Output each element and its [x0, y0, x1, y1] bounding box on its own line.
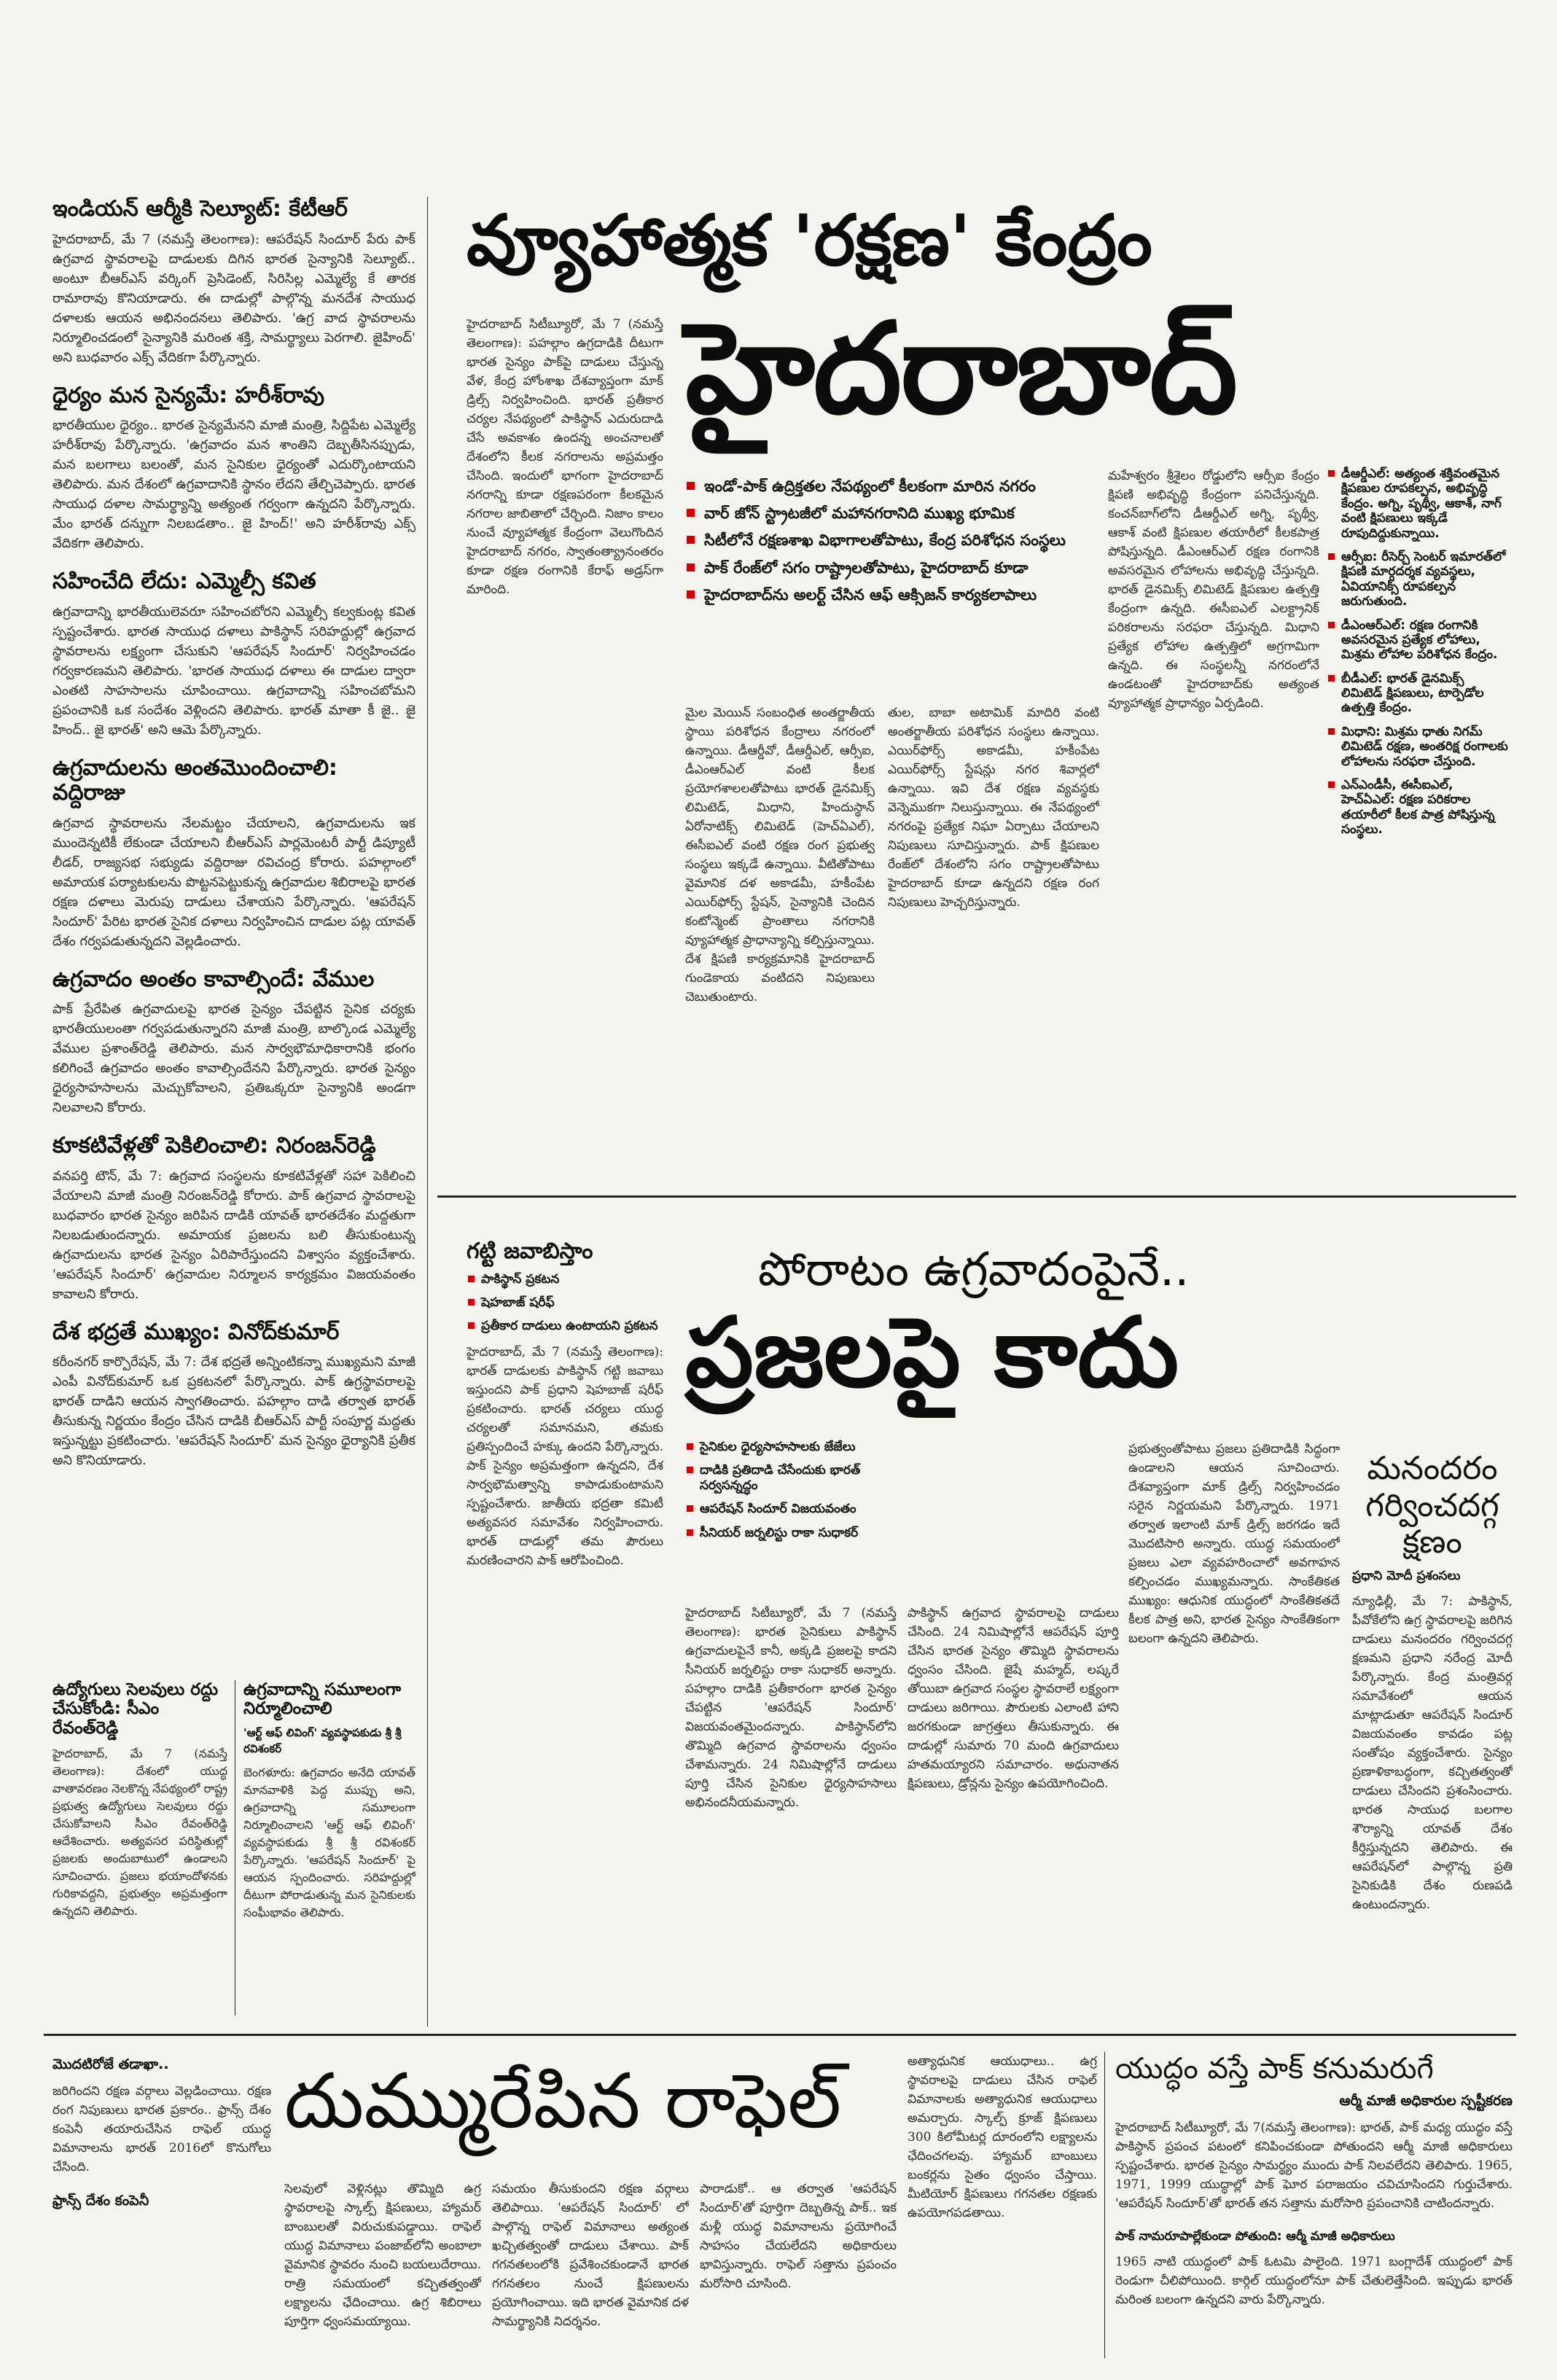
column-divider: [1104, 2052, 1105, 2358]
pak-response-point: షెహబాజ్ షరీఫ్: [467, 1295, 663, 1310]
reaction-item: [52, 383, 415, 554]
reactions-column: [52, 197, 415, 1618]
story1-side-list: [1327, 467, 1509, 1185]
rafale-title: దుమ్మురేపిన రాఫెల్: [284, 2056, 842, 2145]
story1-col3: [888, 703, 1099, 1185]
reaction-item: [52, 569, 415, 740]
story1-title: హైదరాబాద్: [685, 295, 1237, 442]
story1-bullet: పాక్ రేంజ్‌లో సగం రాష్ట్రాలతోపాటు, హైదరాబాద్ కూడా: [685, 559, 1327, 577]
cm-leave-item: [52, 1680, 227, 2023]
reaction-body: ఉగ్రవాద స్థావరాలను నేలమట్టం చేయాలని, ఉగ్రవాదులను ఇక ముందెన్నటికీ లేకుండా చేయాలని బీఆర్ఎస్ పార్లమెంటరీ పార్టీ డిప్యూటీ లీడర్, రాజ్యసభ సభ్యుడు వద్దిరాజు రవిచంద్ర కోరారు. పహల్గాంలో అమాయక పర్యాటకులను పొట్టనపెట్టుకున్న ఉగ్రవాదుల శిబిరాలపై భారత రక్షణ దళాలు మెరుపు దాడులు చేశాయని పేర్కొన్నారు. 'ఆపరేషన్ సిందూర్' పేరిట భారత సైనిక దళాలు నిర్వహించిన దాడుల పట్ల యావత్ దేశం గర్వపడుతున్నదని వెల్లడించారు.: [52, 815, 415, 949]
reaction-body: వనపర్తి టౌన్, మే 7: ఉగ్రవాద సంస్థలను కూకటివేళ్లతో సహా పెకిలించి వేయాలని మాజీ మంత్రి నిరంజన్‌రెడ్డి కోరారు. పాక్ ఉగ్రవాద స్థావరాలపై బుధవారం భారత సైన్యం జరిపిన దాడికి యావత్ భారతదేశం మద్దతుగా నిలబడుతుందన్నారు. అమాయక ప్రజలను బలి తీసుకుంటున్న ఉగ్రవాదులను భారత సైన్యం ఏరిపారేస్తుందని విశ్వాసం వ్యక్తంచేశారు. 'ఆపరేషన్ సిందూర్' ఉగ్రవాదుల నిర్మూలన కార్యక్రమం విజయవంతం కావాలని కోరారు.: [52, 1168, 415, 1302]
story1-col3-text: తుల, బాబా అటామిక్ మాదిరి వంటి అంతర్జాతీయ పరిశోధన సంస్థలు ఉన్నాయి. ఎయిర్‌ఫోర్స్ అకాడమీ, హకీంపేట ఎయిర్‌ఫోర్స్ స్టేషన్లు నగర శివార్లలో ఉన్నాయి. ఇవి దేశ రక్షణ వ్యవస్థకు వెన్నెముకగా నిలుస్తున్నాయి. ఈ నేపథ్యంలో నగరంపై ప్రత్యేక నిఘా ఏర్పాటు చేయాలని నిపుణులు సూచిస్తున్నారు. పాక్ క్షిపణుల రేంజ్‌లో దేశంలోని సగం రాష్ట్రాలతోపాటు హైదరాబాద్ కూడా ఉన్నదని రక్షణ రంగ నిపుణులు హెచ్చరిస్తున్నారు.: [888, 706, 1099, 910]
story1-col4-text: మహేశ్వరం శ్రీశైలం రోడ్డులోని ఆర్సీఐ కేంద్రం క్షిపణి అభివృద్ధి కేంద్రంగా పనిచేస్తున్నది. కంచన్‌బాగ్‌లోని డీఆర్డీఎల్ అగ్ని, పృథ్వీ, ఆకాశ్ వంటి క్షిపణుల తయారీలో కీలకపాత్ర పోషిస్తున్నది. డీఎంఆర్ఎల్ రక్షణ రంగానికి అవసరమైన లోహాలను అభివృద్ధి చేస్తున్నది. భారత్ డైనమిక్స్ లిమిటెడ్ క్షిపణుల ఉత్పత్తి కేంద్రంగా ఉన్నది. ఈసీఐఎల్ ఎలక్ట్రానిక్ పరికరాలను సరఫరా చేస్తున్నది. మిధాని ప్రత్యేక లోహాల ఉత్పత్తిలో అగ్రగామిగా ఉన్నది. ఈ సంస్థలన్నీ నగరంలోనే ఉండటంతో హైదరాబాద్‌కు అత్యంత వ్యూహాత్మక ప్రాధాన్యం ఏర్పడింది.: [1108, 469, 1319, 711]
rafale-teaser-label: మొదటిరోజే తడాఖా..: [52, 2056, 169, 2072]
war-story-tag: ఆర్మీ మాజీ అధికారుల స్పష్టీకరణ: [1339, 2093, 1513, 2109]
story1-col2-text: మైల మెయిన్ సంబంధిత అంతర్జాతీయ స్థాయి పరిశోధన కేంద్రాలు నగరంలో ఉన్నాయి. డీఆర్డీవో, డీఆర్డీఎల్, ఆర్సీఐ, డీఎంఆర్ఎల్ వంటి కీలక ప్రయోగశాలలతోపాటు భారత్ డైనమిక్స్ లిమిటెడ్, మిధాని, హిందుస్థాన్ ఏరోనాటిక్స్ లిమిటెడ్ (హెచ్ఏఎల్), ఈసీఐఎల్ వంటి రక్షణ రంగ ప్రభుత్వ సంస్థలు ఇక్కడే ఉన్నాయి. వీటితోపాటు వైమానిక దళ అకాడమీ, హకీంపేట ఎయిర్‌ఫోర్స్ స్టేషన్, సైన్యానికి చెందిన కంటోన్మెంట్ ప్రాంతాలు నగరానికి వ్యూహాత్మక ప్రాధాన్యాన్ని కల్పిస్తున్నాయి. దేశ క్షిపణి కార్యక్రమానికి హైదరాబాద్ గుండెకాయ వంటిదని నిపుణులు చెబుతుంటారు.: [685, 706, 875, 1004]
pak-response-point: ప్రతీకార దాడులు ఉంటాయని ప్రకటన: [467, 1319, 663, 1333]
rafale-col2-text: సమయం తీసుకుందని రక్షణ వర్గాలు తెలిపాయి. 'ఆపరేషన్ సిందూర్' లో పాల్గొన్న రాఫెల్ విమానాలు అత్యంత ఖచ్చితత్వంతో దాడులు చేశాయి. పాక్ గగనతలంలోకి ప్రవేశించకుండానే భారత గగనతలం నుంచే క్షిపణులను ప్రయోగించాయి. ఇది భారత వైమానిక దళ సామర్థ్యానికి నిదర్శనం.: [492, 2182, 689, 2329]
rafale-col3-text: పారాడుకో.. ఆ తర్వాత 'ఆపరేషన్ సిందూర్'తో పూర్తిగా దెబ్బతిన్న పాక్.. ఇక మళ్లీ యుద్ధ విమానాలను ప్రయోగించే సాహసం చేయలేదని అధికారులు భావిస్తున్నారు. రాఫెల్ సత్తాను ప్రపంచం మరోసారి చూసింది.: [700, 2182, 897, 2291]
story2-col2-text: పాకిస్థాన్ ఉగ్రవాద స్థావరాలపై దాడులు చేసింది. 24 నిమిషాల్లోనే ఆపరేషన్ పూర్తి చేసిన భారత సైన్యం తొమ్మిది స్థావరాలను ధ్వంసం చేసింది. జైషే మహ్మద్, లష్కరే తోయిబా ఉగ్రవాద సంస్థల స్థావరాలే లక్ష్యంగా దాడులు జరిగాయి. పౌరులకు ఎలాంటి హాని జరగకుండా జాగ్రత్తలు తీసుకున్నారు. ఈ దాడుల్లో సుమారు 70 మంది ఉగ్రవాదులు హతమయ్యారని సమాచారం. అధునాతన క్షిపణులు, డ్రోన్లను సైన్యం ఉపయోగించింది.: [908, 1606, 1119, 1791]
rafale-col4: [908, 2052, 1097, 2362]
story1-col4: [1108, 467, 1319, 1185]
story1-bullet: సిటీలోనే రక్షణశాఖ విభాగాలతోపాటు, కేంద్ర పరిశోధన సంస్థలు: [685, 531, 1327, 550]
reaction-headline: ఉగ్రవాదులను అంతమొందించాలి: వద్దిరాజు: [52, 754, 337, 805]
reaction-item: [52, 197, 415, 367]
story2-bullets: [685, 1440, 904, 1622]
reaction-headline: సహించేది లేదు: ఎమ్మెల్సీ కవిత: [52, 569, 316, 594]
story2-col1: [685, 1604, 897, 2023]
cm-leave-body: హైదరాబాద్, మే 7 (నమస్తే తెలంగాణ): దేశంలో యుద్ధ వాతావరణం నెలకొన్న నేపథ్యంలో రాష్ట్ర ప్రభుత్వ ఉద్యోగులు సెలవులు రద్దు చేసుకోవాలని సీఎం రేవంత్‌రెడ్డి ఆదేశించారు. అత్యవసర పరిస్థితుల్లో ప్రజలకు అందుబాటులో ఉండాలని సూచించారు. ప్రజలు భయాందోళనకు గురికావద్దని, ప్రభుత్వం అప్రమత్తంగా ఉన్నదని తెలిపారు.: [52, 1747, 227, 1919]
section-divider: [427, 197, 428, 2026]
facility-item: డీఎంఆర్ఎల్: రక్షణ రంగానికి అవసరమైన ప్రత్యేక లోహాలు, మిశ్రమ లోహాల పరిశోధన కేంద్రం.: [1327, 618, 1509, 663]
rafale-col4-text: అత్యాధునిక ఆయుధాలు.. ఉగ్ర స్థావరాలపై దాడులు చేసిన రాఫెల్ విమానాలకు అత్యాధునిక ఆయుధాలు అమర్చారు. స్కాల్ప్ క్రూజ్ క్షిపణులు 300 కిలోమీటర్ల దూరంలోని లక్ష్యాలను ఛేదించగలవు. హ్యామర్ బాంబులు బంకర్లను సైతం ధ్వంసం చేస్తాయి. మీటియోర్ క్షిపణులు గగనతల రక్షణకు ఉపయోగపడతాయి.: [908, 2054, 1097, 2220]
story2-title: ప్రజలపై కాదు: [685, 1297, 1179, 1409]
war-story-title: యుద్ధం వస్తే పాక్ కనుమరుగే: [1115, 2052, 1434, 2086]
story2-col3-text: ప్రభుత్వంతోపాటు ప్రజలు ప్రతిదాడికి సిద్ధంగా ఉండాలని ఆయన సూచించారు. దేశవ్యాప్తంగా మాక్ డ్రిల్స్ నిర్వహించడం సరైన నిర్ణయమని పేర్కొన్నారు. 1971 తర్వాత ఇలాంటి మాక్ డ్రిల్స్ జరగడం ఇదే మొదటిసారి అన్నారు. యుద్ధ సమయంలో ప్రజలు ఎలా వ్యవహరించాలో అవగాహన కల్పించడం ముఖ్యమన్నారు. సాంకేతికత ముఖ్యం: ఆధునిక యుద్ధంలో సాంకేతికతదే కీలక పాత్ర అని, భారత సైన్యం సాంకేతికంగా బలంగా ఉన్నదని తెలిపారు.: [1128, 1442, 1340, 1646]
reaction-body: పాక్ ప్రేరేపిత ఉగ్రవాదులపై భారత సైన్యం చేపట్టిన సైనిక చర్యకు భారతీయులంతా గర్వపడుతున్నారని మాజీ మంత్రి, బాల్కొండ ఎమ్మెల్యే వేముల ప్రశాంత్‌రెడ్డి తెలిపారు. మన సార్వభౌమాధికారానికి భంగం కలిగించే ఉగ్రవాదం అంతం కావాల్సిందేనని పేర్కొన్నారు. భారత సైన్యం ధైర్యసాహసాలను మెచ్చుకోవాలని, ప్రతిఒక్కరూ సైన్యానికి అండగా నిలవాలని కోరారు.: [52, 1002, 415, 1115]
story2-col2: [908, 1604, 1119, 2023]
facility-item: ఎన్ఎండీసీ, ఈసీఐఎల్, హెచ్ఏఎల్: రక్షణ పరికరాల తయారీలో కీలక పాత్ర పోషిస్తున్న సంస్థలు.: [1327, 778, 1509, 838]
rafale-col2: [492, 2180, 689, 2362]
facility-item: ఆర్సీఐ: రీసెర్చ్ సెంటర్ ఇమారత్‌లో క్షిపణి మార్గదర్శక వ్యవస్థలు, ఏవియానిక్స్ రూపకల్పన జరుగుతుంది.: [1327, 550, 1509, 609]
story1-kicker: వ్యూహాత్మక 'రక్షణ' కేంద్రం: [467, 200, 1152, 281]
pak-response-box: [467, 1239, 663, 2026]
ravishankar-item: [243, 1680, 415, 2023]
pak-response-title: గట్టి జవాబిస్తాం: [467, 1239, 593, 1264]
story2-bullet: సీనియర్ జర్నలిస్టు రాకా సుధాకర్: [685, 1526, 904, 1540]
pak-response-body: హైదరాబాద్, మే 7 (నమస్తే తెలంగాణ): భారత్ దాడులకు పాకిస్థాన్ గట్టి జవాబు ఇస్తుందని పాక్ ప్రధాని షెహబాజ్ షరీఫ్ ప్రకటించారు. భారత్ చర్యలు యుద్ధ చర్యలతో సమానమని, తమకు ప్రతిస్పందించే హక్కు ఉందని పేర్కొన్నారు. పాక్ సైన్యం అప్రమత్తంగా ఉన్నదని, దేశ సార్వభౌమత్వాన్ని కాపాడుకుంటామని స్పష్టంచేశారు. జాతీయ భద్రతా కమిటీ అత్యవసర సమావేశం నిర్వహించారు. భారత్ దాడుల్లో తమ పౌరులు మరణించారని పాక్ ఆరోపించింది.: [467, 1344, 663, 1568]
reaction-body: కరీంనగర్ కార్పొరేషన్, మే 7: దేశ భద్రతే అన్నింటికన్నా ముఖ్యమని మాజీ ఎంపీ వినోద్‌కుమార్ ఒక ప్రకటనలో పేర్కొన్నారు. పాక్ ఉగ్రస్థావరాలపై భారత్ దాడిని ఆయన స్వాగతించారు. పహల్గాం దాడి తర్వాత భారత్ తీసుకున్న నిర్ణయం కేంద్రం చేసిన దాడికి బీఆర్ఎస్ పార్టీ సంపూర్ణ మద్దతు ఇస్తున్నట్టు ప్రకటించారు. 'ఆపరేషన్ సిందూర్' మన సైన్యం ధైర్యానికి ప్రతీక అని కొనియాడారు.: [52, 1354, 415, 1468]
facility-item: బీడీఎల్: భారత్ డైనమిక్స్ లిమిటెడ్ క్షిపణులు, టార్పెడోల ఉత్పత్తి కేంద్రం.: [1327, 671, 1509, 716]
rafale-col1-text: సెలవులో వెళ్లినట్లు తొమ్మిది ఉగ్ర స్థావరాలపై స్కాల్ప్ క్షిపణులు, హ్యామర్ బాంబులతో విరుచుకుపడ్డాయి. రాఫెల్ యుద్ధ విమానాలు పంజాబ్‌లోని అంబాలా వైమానిక స్థావరం నుంచి బయలుదేరాయి. రాత్రి సమయంలో కచ్చితత్వంతో లక్ష్యాలను ఛేదించాయి. ఉగ్ర శిబిరాలు పూర్తిగా ధ్వంసమయ్యాయి.: [284, 2182, 481, 2329]
war-story-body2: 1965 నాటి యుద్ధంలో పాక్ ఓటమి పాలైంది. 1971 బంగ్లాదేశ్ యుద్ధంలో పాక్ రెండుగా చీలిపోయింది. కార్గిల్ యుద్ధంలోనూ పాక్ చేతులెత్తేసింది. ఇప్పుడు భారత్ మరింత బలంగా ఉన్నదని వారు పేర్కొన్నారు.: [1115, 2255, 1513, 2307]
reaction-body: హైదరాబాద్, మే 7 (నమస్తే తెలంగాణ): ఆపరేషన్ సిందూర్ పేరు పాక్ ఉగ్రవాద స్థావరాలపై దాడులకు దిగిన భారత సైన్యానికి సెల్యూట్.. అంటూ బీఆర్ఎస్ వర్కింగ్ ప్రెసిడెంట్, సిరిసిల్ల ఎమ్మెల్యే కే తారక రామారావు కొనియాడారు. ఈ దాడుల్లో పాల్గొన్న మనదేశ సాయుధ దళాలకు ఆయన అభినందనలు తెలిపారు. 'ఉగ్ర వాద స్థావరాలను నిర్మూలించడంలో సైన్యానికి మరింత శక్తి, సామర్థ్యాలు పెరగాలి. జైహింద్' అని బుధవారం ఎక్స్ వేదికగా పేర్కొన్నారు.: [52, 231, 415, 365]
reaction-item: [52, 756, 415, 951]
reaction-body: ఉగ్రవాదాన్ని భారతీయులెవరూ సహించబోరని ఎమ్మెల్సీ కల్వకుంట్ల కవిత స్పష్టంచేశారు. భారత సాయుధ దళాలు పాకిస్థాన్ సరిహద్దుల్లో ఉగ్రవాద స్థావరాలను లక్ష్యంగా చేసుకుని 'ఆపరేషన్ సిందూర్' నిర్వహించడం గర్వకారణమని తెలిపారు. 'భారత సాయుధ దళాలు ఈ దాడుల ద్వారా ఎంతటి సాహసాలను చూపించాయి. ఉగ్రవాదాన్ని సహించబోమని ప్రపంచానికి ఒక సందేశం వెళ్లిందని తెలిపారు. భారత్ మాతా కీ జై.. జై హింద్.. జై భారత్' అని ఆమె పేర్కొన్నారు.: [52, 604, 415, 738]
reaction-body: భారతీయుల ధైర్యం.. భారత సైన్యమేనని మాజీ మంత్రి, సిద్దిపేట ఎమ్మెల్యే హరీశ్‌రావు పేర్కొన్నారు. 'ఉగ్రవాదం మన శాంతిని దెబ్బతీసినప్పుడు, మన బలగాలు బలంతో, మన సైనికుల ధైర్యంతో ఎదుర్కొంటాయని తెలిపారు. మన దేశంలో ఉగ్రవాదానికి స్థానం లేదని తేల్చిచెప్పారు. భారత సాయుధ దళాల సామర్థ్యాన్ని అత్యంత గర్వంగా ఉన్నదని పేర్కొన్నారు. మేం భారత్ దన్నుగా నిలబడతాం.. జై హింద్!' అని హరీశ్‌రావు ఎక్స్ వేదికగా తెలిపారు.: [52, 418, 415, 551]
reaction-headline: ఇండియన్ ఆర్మీకి సెల్యూట్: కేటీఆర్: [52, 197, 348, 222]
reaction-item: [52, 967, 415, 1118]
reaction-item: [52, 1134, 415, 1304]
story2-bullet: దాడికి ప్రతిదాడి చేసేందుకు భారత్ సర్వసన్నద్ధం: [685, 1463, 904, 1493]
reaction-headline: దేశ భద్రతే ముఖ్యం: వినోద్‌కుమార్: [52, 1319, 340, 1345]
story2-bullet: ఆపరేషన్ సిందూర్ విజయవంతం: [685, 1502, 904, 1516]
facility-item: డీఆర్డీఎల్: అత్యంత శక్తివంతమైన క్షిపణుల రూపకల్పన, అభివృద్ధి కేంద్రం. అగ్ని, పృథ్వీ, ఆకాశ్, నాగ్ వంటి క్షిపణులు ఇక్కడే రూపుదిద్దుకున్నాయి.: [1327, 467, 1509, 541]
story1-col2: [685, 703, 875, 1185]
war-story-body: హైదరాబాద్ సిటీబ్యూరో, మే 7(నమస్తే తెలంగాణ): భారత్, పాక్ మధ్య యుద్ధం వస్తే పాకిస్థాన్ ప్రపంచ పటంలో కనిపించకుండా పోతుందని ఆర్మీ మాజీ అధికారులు స్పష్టంచేశారు. భారత సైన్యం సామర్థ్యం ముందు పాక్ నిలవలేదని తెలిపారు. 1965, 1971, 1999 యుద్ధాల్లో పాక్ ఘోర పరాజయం చవిచూసిందని గుర్తుచేశారు. 'ఆపరేషన్ సిందూర్'తో భారత్ తన సత్తాను మరోసారి ప్రపంచానికి చాటిందన్నారు.: [1115, 2120, 1513, 2211]
cm-leave-headline: ఉద్యోగులు సెలవులు రద్దు చేసుకోండి: సీఎం రేవంత్‌రెడ్డి: [52, 1680, 219, 1738]
story2-col1-text: హైదరాబాద్ సిటీబ్యూరో, మే 7 (నమస్తే తెలంగాణ): భారత సైనికులు పాకిస్థాన్ ఉగ్రవాదులపైనే కానీ, అక్కడి ప్రజలపై కాదని సీనియర్ జర్నలిస్టు రాకా సుధాకర్ అన్నారు. పహల్గాం దాడికి ప్రతీకారంగా భారత సైన్యం చేపట్టిన 'ఆపరేషన్ సిందూర్' విజయవంతమైందన్నారు. పాకిస్థాన్‌లోని తొమ్మిది ఉగ్రవాద స్థావరాలను ధ్వంసం చేశామన్నారు. 24 నిమిషాల్లోనే దాడులు పూర్తి చేసిన సైనికుల ధైర్యసాహసాలు అభినందనీయమన్నారు.: [685, 1606, 897, 1810]
ravishankar-tag: 'ఆర్ట్ ఆఫ్ లివింగ్' వ్యవస్థాపకుడు శ్రీ శ్రీ రవిశంకర్: [243, 1725, 402, 1755]
rafale-col1: [284, 2180, 481, 2362]
reaction-item: [52, 1320, 415, 1471]
war-story-subhead: పాక్ నామరూపాల్లేకుండా పోతుంది: ఆర్మీ మాజీ అధికారులు: [1115, 2229, 1395, 2244]
story1-col1-text: హైదరాబాద్ సిటీబ్యూరో, మే 7 (నమస్తే తెలంగాణ): పహల్గాం ఉగ్రదాడికి దీటుగా భారత సైన్యం పాక్‌పై దాడులు చేస్తున్న వేళ, కేంద్ర హోంశాఖ దేశవ్యాప్తంగా మాక్ డ్రిల్స్ నిర్వహించింది. భారత్ ప్రతీకార చర్యల నేపథ్యంలో పాకిస్థాన్ ఎదురుదాడి చేసే అవకాశం ఉందన్న అంచనాలతో దేశంలోని కీలక నగరాలను అప్రమత్తం చేసింది. ఇందులో భాగంగా హైదరాబాద్ నగరాన్ని కూడా రక్షణపరంగా కీలకమైన నగరాల జాబితాలో చేర్చింది. నిజాం కాలం నుంచే వ్యూహాత్మక కేంద్రంగా వెలుగొందిన హైదరాబాద్ నగరం, స్వాతంత్య్రానంతరం కూడా రక్షణ రంగానికి కేరాఫ్ అడ్రస్‌గా మారింది.: [467, 317, 663, 597]
ravishankar-headline: ఉగ్రవాదాన్ని సమూలంగా నిర్మూలించాలి: [243, 1680, 402, 1719]
story1-col1: [467, 315, 663, 1182]
story1-bullet: వార్ జోన్ స్ట్రాటజీలో మహానగరానిది ముఖ్య భూమిక: [685, 504, 1327, 523]
reaction-headline: కూకటివేళ్లతో పెకిలించాలి: నిరంజన్‌రెడ్డి: [52, 1133, 376, 1158]
reaction-headline: ఉగ్రవాదం అంతం కావాల్సిందే: వేముల: [52, 966, 375, 992]
story2-col3: [1128, 1440, 1340, 2023]
modi-praise-tag: ప్రధాని మోదీ ప్రశంసలు: [1352, 1568, 1461, 1583]
rafale-col3: [700, 2180, 897, 2362]
rafale-intro: జరిగిందని రక్షణ వర్గాలు వెల్లడించాయి. రక్షణ రంగ నిపుణులు భారత ప్రకారం.. ఫ్రాన్స్ దేశం కంపెనీ తయారుచేసిన రాఫెల్ యుద్ధ విమానాలను భారత్ 2016లో కొనుగోలు చేసింది.: [52, 2084, 271, 2174]
rafale-teaser: [52, 2052, 271, 2358]
reaction-headline: ధైర్యం మన సైన్యమే: హరీశ్‌రావు: [52, 382, 325, 408]
war-story: [1115, 2052, 1513, 2362]
story2-kicker: పోరాటం ఉగ్రవాదంపైనే..: [758, 1243, 1190, 1297]
pak-response-point: పాకిస్థాన్ ప్రకటన: [467, 1272, 663, 1287]
modi-praise-box: [1352, 1451, 1513, 2026]
facility-item: మిధాని: మిశ్రమ ధాతు నిగమ్ లిమిటెడ్ రక్షణ, అంతరిక్ష రంగాలకు లోహాలను సరఫరా చేస్తుంది.: [1327, 725, 1509, 769]
story2-bullet: సైనికుల ధైర్యసాహసాలకు జేజేలు: [685, 1440, 904, 1454]
modi-praise-title: మనందరం గర్వించదగ్గ క్షణం: [1365, 1451, 1499, 1561]
section-divider: [437, 1195, 1516, 1198]
ravishankar-body: బెంగళూరు: ఉగ్రవాదం అనేది యావత్ మానవాళికి పెద్ద ముప్పు అని, ఉగ్రవాదాన్ని సమూలంగా నిర్మూలించాలని 'ఆర్ట్ ఆఫ్ లివింగ్' వ్యవస్థాపకుడు శ్రీ శ్రీ రవిశంకర్ పేర్కొన్నారు. 'ఆపరేషన్ సిందూర్' పై ఆయన స్పందించారు. సరిహద్దుల్లో దీటుగా పోరాడుతున్న మన సైనికులకు సంఘీభావం తెలిపారు.: [243, 1765, 415, 1919]
story1-bullet: హైదరాబాద్‌ను అలర్ట్ చేసిన ఆఫ్ ఆక్సిజన్ కార్యకలాపాలు: [685, 586, 1327, 604]
story1-bullet: ఇండో-పాక్ ఉద్రిక్తతల నేపథ్యంలో కీలకంగా మారిన నగరం: [685, 477, 1327, 496]
section-divider: [44, 2034, 1516, 2036]
rafale-subhead: ఫ్రాన్స్ దేశం కంపెనీ: [52, 2193, 149, 2209]
modi-praise-body: న్యూఢిల్లీ, మే 7: పాకిస్థాన్, పీవోకేలోని ఉగ్ర స్థావరాలపై జరిగిన దాడులు మనందరం గర్వించదగ్గ క్షణమని ప్రధాని నరేంద్ర మోదీ పేర్కొన్నారు. కేంద్ర మంత్రివర్గ సమావేశంలో ఆయన మాట్లాడుతూ ఆపరేషన్ సిందూర్ విజయవంతం కావడం పట్ల సంతోషం వ్యక్తంచేశారు. సైన్యం ప్రణాళికాబద్ధంగా, కచ్చితత్వంతో దాడులు చేసిందని ప్రశంసించారు. భారత సాయుధ బలగాల శౌర్యాన్ని యావత్ దేశం కీర్తిస్తున్నదని తెలిపారు. ఈ ఆపరేషన్‌లో పాల్గొన్న ప్రతి సైనికుడికి దేశం రుణపడి ఉంటుందన్నారు.: [1352, 1593, 1513, 1912]
